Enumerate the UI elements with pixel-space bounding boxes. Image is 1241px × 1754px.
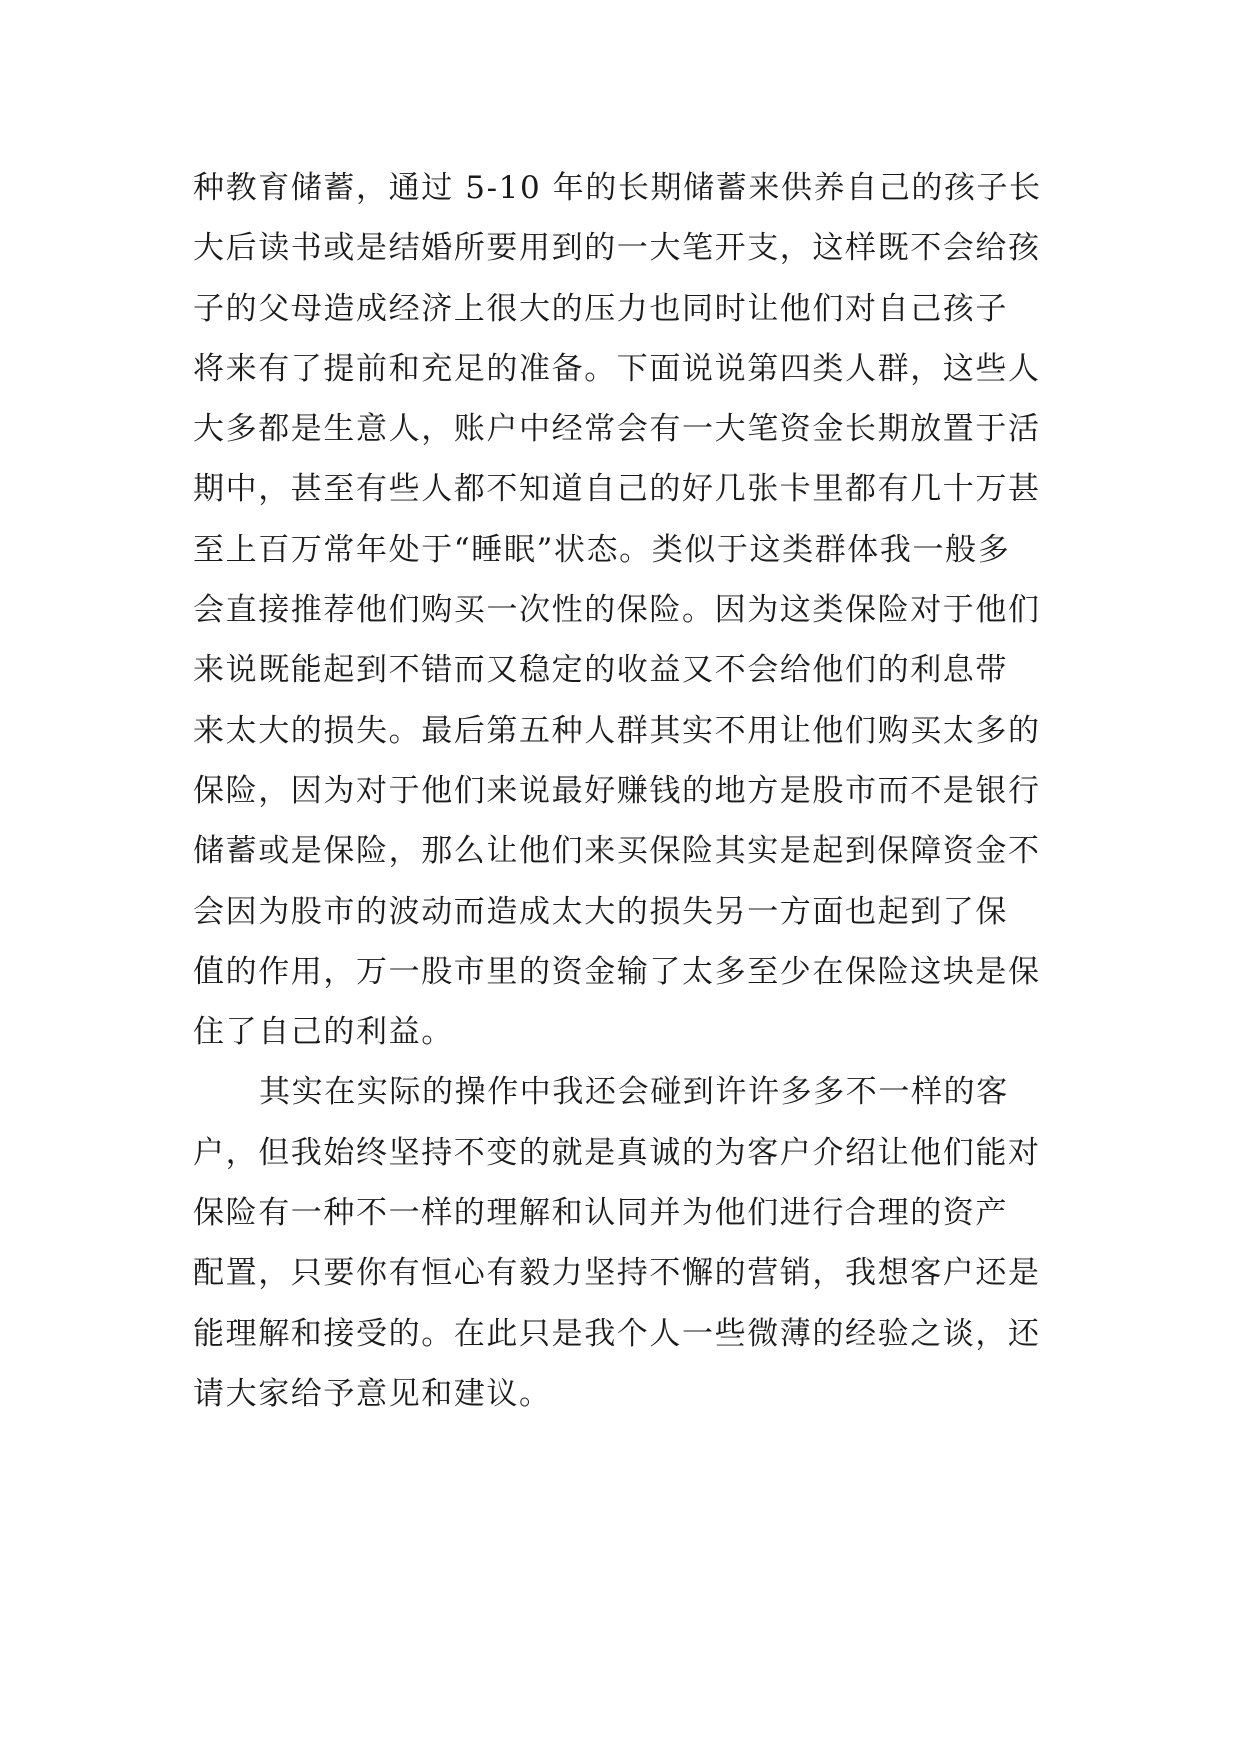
text-line: 保险有一种不一样的理解和认同并为他们进行合理的资产 — [193, 1195, 1008, 1232]
text-line: 来太大的损失。最后第五种人群其实不用让他们购买太多的 — [193, 712, 1041, 749]
text-line: 值的作用，万一股市里的资金输了太多至少在保险这块是保 — [193, 953, 1041, 990]
text-line: 将来有了提前和充足的准备。下面说说第四类人群，这些人 — [193, 350, 1041, 387]
text-line: 会因为股市的波动而造成太大的损失另一方面也起到了保 — [193, 893, 1008, 930]
text-line: 户，但我始终坚持不变的就是真诚的为客户介绍让他们能对 — [193, 1134, 1041, 1171]
text-line: 期中，甚至有些人都不知道自己的好几张卡里都有几十万甚 — [193, 471, 1041, 508]
text-line: 大多都是生意人，账户中经常会有一大笔资金长期放置于活 — [193, 411, 1041, 448]
text-line: 请大家给予意见和建议。 — [193, 1375, 552, 1412]
text-line: 保险，因为对于他们来说最好赚钱的地方是股市而不是银行 — [193, 772, 1041, 809]
text-line: 储蓄或是保险，那么让他们来买保险其实是起到保障资金不 — [193, 833, 1041, 870]
text-line: 种教育储蓄，通过 5-10 年的长期储蓄来供养自己的孩子长 — [193, 170, 1042, 206]
text-line: 能理解和接受的。在此只是我个人一些微薄的经验之谈，还 — [193, 1315, 1041, 1352]
text-line-paragraph-start: 其实在实际的操作中我还会碰到许许多多不一样的客 — [259, 1074, 1009, 1111]
text-line: 住了自己的利益。 — [193, 1014, 454, 1051]
body-text — [193, 158, 1053, 1424]
text-line: 配置，只要你有恒心有毅力坚持不懈的营销，我想客户还是 — [193, 1255, 1041, 1292]
text-line: 至上百万常年处于“睡眠”状态。类似于这类群体我一般多 — [193, 531, 1011, 568]
text-line: 来说既能起到不错而又稳定的收益又不会给他们的利息带 — [193, 652, 1008, 689]
text-line: 大后读书或是结婚所要用到的一大笔开支，这样既不会给孩 — [193, 230, 1041, 267]
text-line: 会直接推荐他们购买一次性的保险。因为这类保险对于他们 — [193, 592, 1041, 629]
text-line: 子的父母造成经济上很大的压力也同时让他们对自己孩子 — [193, 290, 1008, 327]
